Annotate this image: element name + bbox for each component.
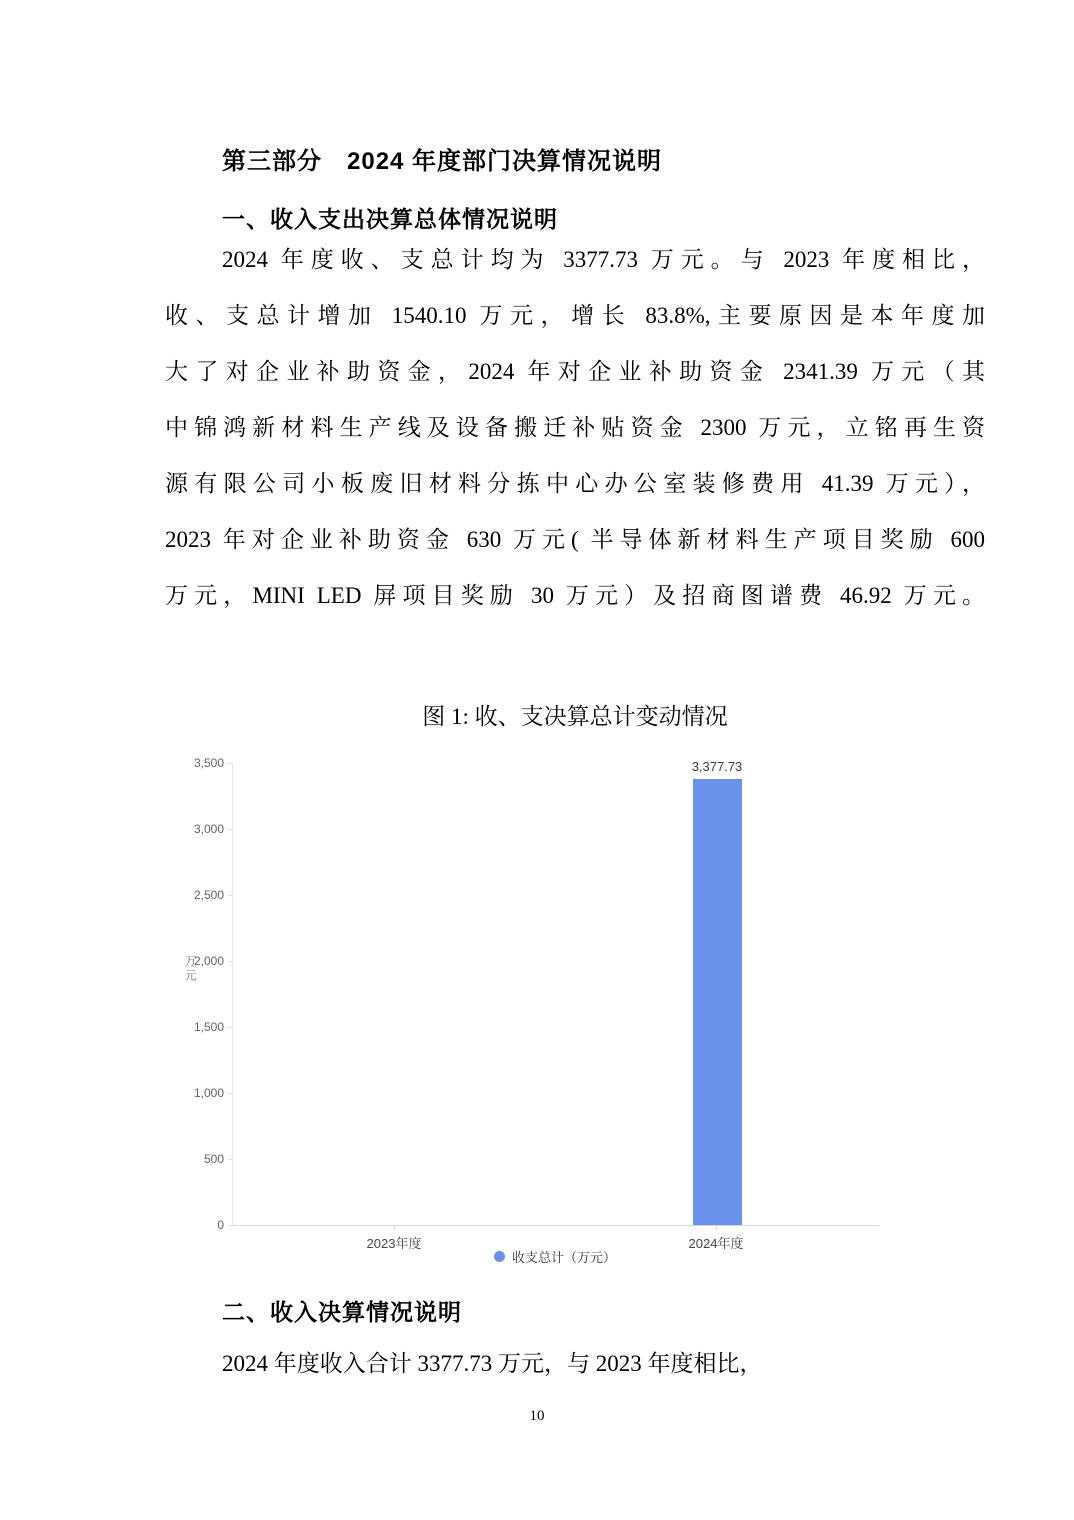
paragraph-line: 2024 年度收、支总计均为 3377.73 万元。与 2023 年度相比， [222, 247, 985, 272]
y-tick-label: 3,500 [180, 755, 224, 771]
chart-legend [232, 1247, 878, 1266]
figure-caption: 图 1: 收、支决算总计变动情况 [422, 704, 728, 729]
bar [693, 779, 742, 1225]
plot-area [232, 759, 879, 1226]
paragraph-line: 中锦鸿新材料生产线及设备搬迁补贴资金 2300 万元，立铭再生资 [165, 415, 985, 440]
paragraph-line: 源有限公司小板废旧材料分拣中心办公室装修费用 41.39 万元）， [165, 471, 985, 496]
x-axis-label-2023: 2023年度 [366, 1236, 422, 1251]
y-tick-label: 2,500 [180, 887, 224, 903]
y-tick-label: 500 [180, 1151, 224, 1167]
legend-marker-icon [494, 1251, 505, 1262]
y-tick-label: 0 [180, 1217, 224, 1233]
paragraph-line: 大了对企业补助资金，2024 年对企业补助资金 2341.39 万元（其 [165, 359, 985, 384]
bar-group-2024 [680, 759, 754, 1225]
x-tick [394, 1226, 395, 1230]
y-axis-title: 万元 [183, 955, 197, 983]
page-number: 10 [529, 1408, 545, 1424]
section-heading-1: 一、收入支出决算总体情况说明 [222, 206, 558, 232]
legend-label: 收支总计（万元） [511, 1250, 616, 1265]
x-tick [716, 1226, 717, 1230]
paragraph-2: 2024 年度收入合计 3377.73 万元，与 2023 年度相比， [222, 1351, 763, 1376]
section-heading-2: 二、收入决算情况说明 [222, 1299, 462, 1325]
paragraph-line: 2023 年对企业补助资金 630 万元( 半导体新材料生产项目奖励 600 [165, 527, 985, 552]
paragraph-line: 收、支总计增加 1540.10 万元，增长 83.8%,主要原因是本年度加 [165, 303, 985, 328]
y-tick-label: 3,000 [180, 821, 224, 837]
paragraph-line: 万元，MINI LED 屏项目奖励 30 万元）及招商图谱费 46.92 万元。 [165, 583, 985, 608]
bar-value-label: 3,377.73 [691, 759, 743, 774]
x-axis-label-2024: 2024年度 [688, 1236, 744, 1251]
y-tick-label: 1,500 [180, 1019, 224, 1035]
y-tick-label: 2,000 [180, 953, 224, 969]
bar-chart [180, 750, 894, 1270]
paragraph-1 [165, 232, 985, 624]
y-tick-label: 1,000 [180, 1085, 224, 1101]
part-title: 第三部分 2024 年度部门决算情况说明 [222, 148, 663, 175]
